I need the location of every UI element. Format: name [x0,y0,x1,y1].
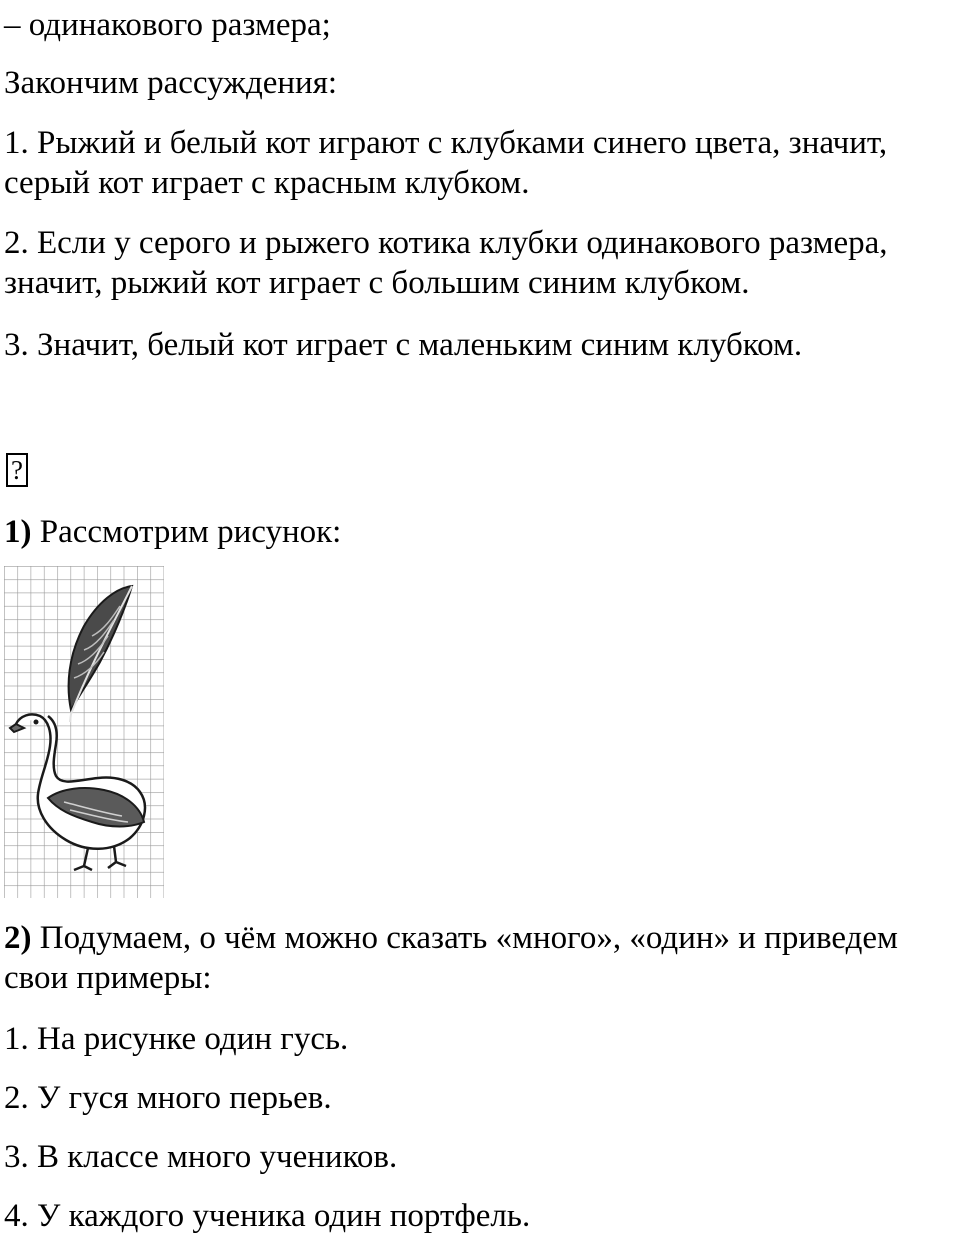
part-1-number: 1) [4,514,32,550]
example-2: 2. У гуся много перьев. [4,1080,332,1116]
goose-feather-figure [4,566,164,898]
example-3: 3. В классе много учеников. [4,1139,398,1175]
part-2-text: Подумаем, о чём можно сказать «много», «один» и приведем свои примеры: [4,920,898,996]
conclusion-intro: Закончим рассуждения: [4,65,338,101]
goose-feather-illustration [4,566,164,898]
example-1: 1. На рисунке один гусь. [4,1021,349,1057]
part-2-heading [4,918,960,998]
part-2-number: 2) [4,920,32,956]
reasoning-step-1: 1. Рыжий и белый кот играют с клубками синего цвета, значит, серый кот играет с красным клубком. [4,125,888,201]
text-line-same-size: – одинакового размера; [4,7,331,43]
part-1-heading [4,512,341,552]
example-4: 4. У каждого ученика один портфель. [4,1198,531,1234]
part-1-text: Рассмотрим рисунок: [39,514,342,550]
question-mark-box: ? [6,453,28,487]
reasoning-step-2: 2. Если у серого и рыжего котика клубки одинакового размера, значит, рыжий кот играет с большим синим клубком. [4,225,888,301]
reasoning-step-3: 3. Значит, белый кот играет с маленьким синим клубком. [4,327,803,363]
